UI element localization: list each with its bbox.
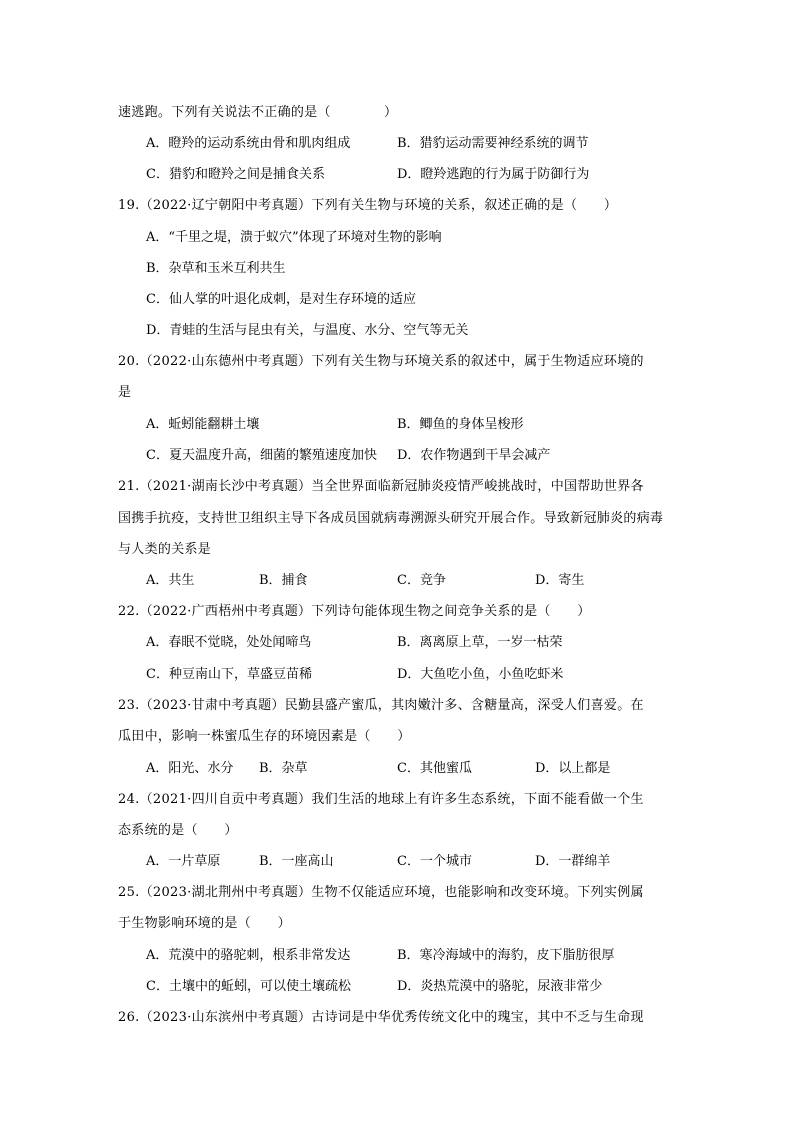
question-18-stem-tail: 速逃跑。下列有关说法不正确的是（ ）	[118, 105, 398, 120]
option-d: D．炎热荒漠中的骆驼，尿液非常少	[397, 979, 603, 994]
option-d: D．寄生	[535, 573, 585, 588]
option-a: A．共生	[146, 573, 195, 588]
question-24-stem-line-1: 24.（2021·四川自贡中考真题）我们生活的地球上有许多生态系统，下面不能看做一个生	[118, 792, 644, 807]
option-d: D．以上都是	[535, 761, 611, 776]
option-c: C．竞争	[397, 573, 446, 588]
option-a: A．荒漠中的骆驼刺，根系非常发达	[146, 948, 351, 963]
option-b: B．杂草	[259, 761, 308, 776]
question-25-stem-line-2: 于生物影响环境的是（ ）	[118, 916, 291, 931]
question-20-stem-line-2: 是	[118, 385, 132, 400]
option-b: B．杂草和玉米互利共生	[146, 261, 286, 276]
option-c: C．种豆南山下，草盛豆苗稀	[146, 667, 312, 682]
option-b: B．一座高山	[259, 854, 334, 869]
option-d: D．青蛙的生活与昆虫有关，与温度、水分、空气等无关	[146, 323, 469, 338]
option-b: B．捕食	[259, 573, 308, 588]
option-d: D．农作物遇到干旱会减产	[397, 448, 551, 463]
option-d: D．瞪羚逃跑的行为属于防御行为	[397, 167, 590, 182]
question-21-stem-line-1: 21.（2021·湖南长沙中考真题）当全世界面临新冠肺炎疫情严峻挑战时，中国帮助世界各	[118, 479, 644, 494]
option-a: A．“千里之堤，溃于蚁穴”体现了环境对生物的影响	[146, 230, 442, 245]
option-c: C．一个城市	[397, 854, 472, 869]
question-21-stem-line-2: 国携手抗疫，支持世卫组织主导下各成员国就病毒溯源头研究开展合作。导致新冠肺炎的病毒	[118, 511, 664, 526]
question-24-stem-line-2: 态系统的是（ ）	[118, 823, 238, 838]
question-25-stem-line-1: 25.（2023·湖北荆州中考真题）生物不仅能适应环境，也能影响和改变环境。下列实例属	[118, 885, 644, 900]
option-c: C．仙人掌的叶退化成刺，是对生存环境的适应	[146, 292, 416, 307]
option-c: C．其他蜜瓜	[397, 761, 472, 776]
option-c: C．夏天温度升高，细菌的繁殖速度加快	[146, 448, 377, 463]
option-a: A．春眠不觉晓，处处闻啼鸟	[146, 635, 312, 650]
question-22-stem: 22.（2022·广西梧州中考真题）下列诗句能体现生物之间竞争关系的是（ ）	[118, 604, 591, 619]
option-a: A．阳光、水分	[146, 761, 234, 776]
question-26-stem-line-1: 26.（2023·山东滨州中考真题）古诗词是中华优秀传统文化中的瑰宝，其中不乏与生命现	[118, 1010, 644, 1025]
option-b: B．离离原上草，一岁一枯荣	[397, 635, 563, 650]
question-19-stem: 19.（2022·辽宁朝阳中考真题）下列有关生物与环境的关系，叙述正确的是（ ）	[118, 198, 618, 213]
option-a: A．瞪羚的运动系统由骨和肌肉组成	[146, 136, 351, 151]
option-a: A．一片草原	[146, 854, 221, 869]
option-b: B．寒冷海域中的海豹，皮下脂肪很厚	[397, 948, 615, 963]
option-d: D．一群绵羊	[535, 854, 611, 869]
question-20-stem-line-1: 20.（2022·山东德州中考真题）下列有关生物与环境关系的叙述中，属于生物适应环境的	[118, 354, 644, 369]
option-b: B．鲫鱼的身体呈梭形	[397, 417, 524, 432]
option-a: A．蚯蚓能翻耕土壤	[146, 417, 260, 432]
question-21-stem-line-3: 与人类的关系是	[118, 542, 212, 557]
option-c: C．猎豹和瞪羚之间是捕食关系	[146, 167, 325, 182]
option-d: D．大鱼吃小鱼，小鱼吃虾米	[397, 667, 564, 682]
option-c: C．土壤中的蚯蚓，可以使土壤疏松	[146, 979, 351, 994]
option-b: B．猎豹运动需要神经系统的调节	[397, 136, 589, 151]
question-23-stem-line-2: 瓜田中，影响一株蜜瓜生存的环境因素是（ ）	[118, 729, 411, 744]
question-23-stem-line-1: 23.（2023·甘肃中考真题）民勤县盛产蜜瓜，其肉嫩汁多、含糖量高，深受人们喜爱。在	[118, 698, 644, 713]
